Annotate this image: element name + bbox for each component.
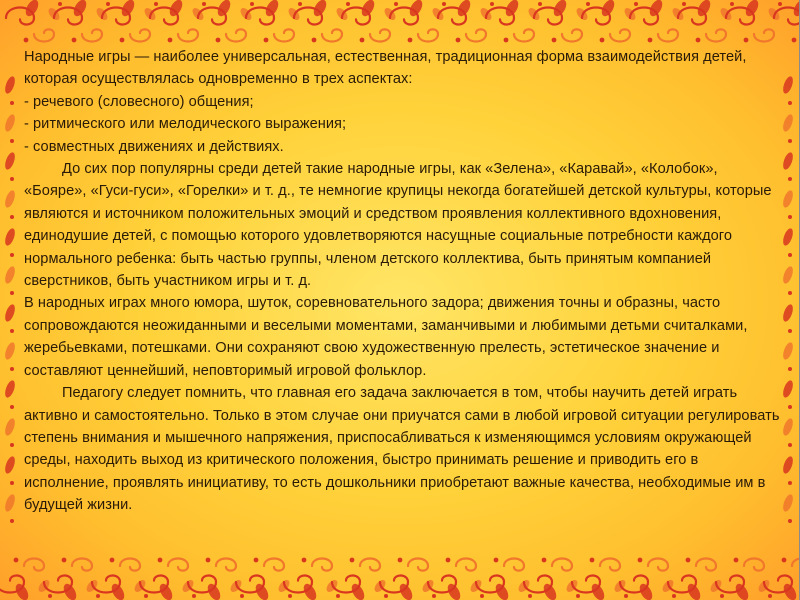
ornament-curl [504,559,524,571]
ornament-petal [455,0,473,18]
ornament-petal [574,6,589,22]
ornament-curl [658,29,678,41]
ornament-curl [610,29,630,41]
ornament-dot [442,2,446,6]
ornament-petal [551,0,569,18]
ornament-dot [10,101,14,105]
ornament-curl [514,29,534,41]
ornament-curl [226,29,246,41]
ornament-curl [476,576,504,593]
ornament-curl [380,576,408,593]
ornament-dot [624,594,628,598]
ornament-petal [407,0,425,18]
ornament-petal [622,6,637,22]
ornament-dot [10,291,14,295]
ornament-dot [788,367,792,371]
ornament-petal [109,582,127,600]
ornament-dot [730,2,734,6]
ornament-dot [154,2,158,6]
ornament-dot [734,558,739,563]
ornament-petal [71,0,89,18]
ornament-dot [10,177,14,181]
ornament-dot [96,594,100,598]
ornament-dot [398,558,403,563]
ornament-petal [493,582,511,600]
ornament-dot [788,291,792,295]
ornament-petal [3,189,17,209]
ornament-curl [486,8,514,25]
ornament-petal [708,578,723,594]
ornament-curl [418,29,438,41]
ornament-petal [276,578,291,594]
ornament-dot [58,2,62,6]
ornament-dot [648,38,653,43]
ornament-dot [144,594,148,598]
ornament-dot [490,2,494,6]
ornament-curl [706,29,726,41]
ornament-dot [14,558,19,563]
ornament-curl [648,559,668,571]
ornament-petal [253,582,271,600]
ornament-curl [178,29,198,41]
ornament-petal [670,6,685,22]
ornament-curl [92,576,120,593]
ornament-dot [106,2,110,6]
ornament-petal [733,582,751,600]
ornament-dot [788,139,792,143]
popular-games-paragraph: До сих пор популярны среди детей такие народные игры, как «Зелена», «Каравай», «Колобок», «Бояре», «Гуси-гуси», «Горелки» и т. д., те немногие крупицы некогда богатейшей детской культуры, которые являются и источником положительных эмоций и средством проявления коллективного вдохновения, единодушие детей, с помощью которого удовлетворяются насущные социальные потребности каждого нормального ребенка: быть частью группы, членом детского коллектива, быть принятым компанией сверстников, быть участником игры и т. д. [24,161,772,290]
ornament-curl [342,8,370,25]
ornament-curl [370,29,390,41]
ornament-petal [3,265,17,285]
ornament-petal [334,6,349,22]
ornament-dot [788,215,792,219]
ornament-dot [788,405,792,409]
ornament-dot [384,594,388,598]
ornament-dot [264,38,269,43]
ornament-petal [263,0,281,18]
ornament-curl [678,8,706,25]
ornament-dot [158,558,163,563]
ornament-dot [720,594,724,598]
ornament-petal [3,151,17,171]
ornament-dot [10,481,14,485]
ornament-dot [788,443,792,447]
ornament-curl [130,29,150,41]
ornament-dot [408,38,413,43]
ornament-curl [236,576,264,593]
ornament-dot [788,481,792,485]
ornament-dot [240,594,244,598]
aspect-list-item-speech: - речевого (словесного) общения; [24,93,254,110]
teacher-task-paragraph: Педагогу следует помнить, что главная его задача заключается в том, чтобы научить детей играть активно и самостоятельно. Только в этом случае они приучатся сами в любой игровой ситуации регулировать степень внимания и мышечного напряжения, приспосабливаться к изменяющимся условиям окружающей среды, находить выход из критического положения, быстро принимать решение и приводить его в исполнение, проявлять инициативу, то есть дошкольники приобретают важные качества, необходимые им в будущей жизни. [24,385,780,514]
ornament-dot [10,215,14,219]
ornament-curl [332,576,360,593]
ornament-petal [516,578,531,594]
ornament-curl [582,8,610,25]
ornament-dot [542,558,547,563]
ornament-dot [10,405,14,409]
aspect-list-item-movement: - совместных движениях и действиях. [24,138,284,155]
ornament-curl [754,29,774,41]
ornament-curl [552,559,572,571]
ornament-curl [188,576,216,593]
ornament-dot [216,38,221,43]
ornament-petal [324,578,339,594]
ornament-dot [456,38,461,43]
ornament-dot [62,558,67,563]
ornament-curl [274,29,294,41]
ornament-dot [312,38,317,43]
ornament-petal [420,578,435,594]
ornament-petal [311,0,329,18]
ornament-petal [3,227,17,247]
ornament-curl [44,576,72,593]
ornament-petal [647,0,665,18]
ornament-curl [294,8,322,25]
ornament-dot [288,594,292,598]
ornament-dot [682,2,686,6]
ornament-petal [3,455,17,475]
ornament-dot [10,443,14,447]
ornament-petal [286,6,301,22]
ornament-petal [743,0,761,18]
ornament-petal [599,0,617,18]
ornament-dot [480,594,484,598]
ornament-curl [246,8,274,25]
ornament-curl [34,29,54,41]
ornament-dot [336,594,340,598]
ornament-dot [72,38,77,43]
ornament-petal [468,578,483,594]
ornament-dot [10,367,14,371]
ornament-curl [6,8,34,25]
ornament-petal [526,6,541,22]
ornament-dot [778,2,782,6]
ornament-petal [3,113,17,133]
ornament-petal [3,379,17,399]
ornament-petal [372,578,387,594]
ornament-petal [637,582,655,600]
ornament-dot [446,558,451,563]
ornament-petal [503,0,521,18]
ornament-dot [298,2,302,6]
ornament-dot [788,101,792,105]
ornament-petal [695,0,713,18]
ornament-curl [696,559,716,571]
ornament-petal [766,6,781,22]
ornament-dot [792,38,797,43]
ornament-dot [696,38,701,43]
ornament-petal [3,417,17,437]
ornament-dot [586,2,590,6]
ornament-curl [572,576,600,593]
ornament-petal [3,493,17,513]
ornament-curl [360,559,380,571]
aspect-list-item-rhythm: - ритмического или мелодического выражения; [24,116,347,133]
ornament-petal [397,582,415,600]
ornament-dot [10,139,14,143]
ornament-dot [192,594,196,598]
ornament-petal [13,582,31,600]
ornament-petal [215,0,233,18]
ornament-petal [46,6,61,22]
ornament-dot [782,558,787,563]
ornament-dot [360,38,365,43]
ornament-dot [590,558,595,563]
ornament-petal [157,582,175,600]
ornament-petal [718,6,733,22]
ornament-petal [167,0,185,18]
ornament-dot [350,558,355,563]
ornament-curl [774,8,800,25]
ornament-dot [552,38,557,43]
ornament-dot [346,2,350,6]
ornament-petal [23,0,41,18]
ornament-curl [534,8,562,25]
ornament-curl [466,29,486,41]
ornament-curl [630,8,658,25]
ornament-dot [494,558,499,563]
ornament-petal [349,582,367,600]
ornament-dot [788,519,792,523]
ornament-petal [445,582,463,600]
ornament-petal [3,75,17,95]
ornament-petal [61,582,79,600]
ornament-petal [612,578,627,594]
ornament-petal [430,6,445,22]
ornament-dot [788,329,792,333]
ornament-petal [781,582,799,600]
ornament-petal [190,6,205,22]
ornament-dot [250,2,254,6]
ornament-curl [168,559,188,571]
ornament-curl [54,8,82,25]
ornament-curl [0,576,24,593]
ornament-petal [660,578,675,594]
ornament-petal [382,6,397,22]
ornament-curl [438,8,466,25]
ornament-petal [84,578,99,594]
ornament-dot [638,558,643,563]
ornament-curl [72,559,92,571]
bottom-folk-ornament [0,530,800,600]
ornament-curl [524,576,552,593]
ornament-dot [788,253,792,257]
ornament-petal [589,582,607,600]
ornament-petal [238,6,253,22]
ornament-curl [24,559,44,571]
ornament-curl [744,559,764,571]
ornament-curl [140,576,168,593]
ornament-curl [668,576,696,593]
ornament-dot [206,558,211,563]
ornament-dot [744,38,749,43]
ornament-curl [408,559,428,571]
ornament-petal [94,6,109,22]
ornament-petal [3,303,17,323]
ornament-dot [10,519,14,523]
ornament-curl [312,559,332,571]
ornament-dot [432,594,436,598]
ornament-petal [685,582,703,600]
ornament-dot [168,38,173,43]
ornament-dot [528,594,532,598]
ornament-curl [102,8,130,25]
ornament-dot [672,594,676,598]
intro-paragraph: Народные игры — наиболее универсальная, естественная, традиционная форма взаимодействия детей, которая осуществлялась одновременно в трех аспектах: [24,49,747,88]
ornament-petal [228,578,243,594]
ornament-dot [394,2,398,6]
ornament-dot [110,558,115,563]
ornament-curl [428,576,456,593]
ornament-curl [726,8,754,25]
ornament-petal [478,6,493,22]
ornament-dot [686,558,691,563]
ornament-curl [216,559,236,571]
humor-paragraph: В народных играх много юмора, шуток, соревновательного задора; движения точны и образны, часто сопровождаются неожиданными и веселыми моментами, заманчивыми и любимыми детьми считалками, жеребьевками, потешками. Они сохраняют свою художественную прелесть, эстетическое значение и составляют ценнейший, неповторимый игровой фольклор. [24,295,748,379]
ornament-curl [150,8,178,25]
ornament-dot [254,558,259,563]
ornament-petal [359,0,377,18]
ornament-dot [10,253,14,257]
ornament-dot [24,38,29,43]
ornament-curl [716,576,744,593]
ornament-dot [202,2,206,6]
ornament-curl [600,559,620,571]
ornament-petal [180,578,195,594]
ornament-dot [10,329,14,333]
left-folk-ornament [0,70,22,530]
slide-text [24,46,784,517]
ornament-petal [205,582,223,600]
ornament-curl [284,576,312,593]
ornament-dot [788,177,792,181]
ornament-petal [564,578,579,594]
ornament-petal [142,6,157,22]
ornament-curl [562,29,582,41]
ornament-curl [82,29,102,41]
ornament-petal [3,341,17,361]
ornament-curl [322,29,342,41]
ornament-curl [120,559,140,571]
ornament-petal [36,578,51,594]
ornament-dot [538,2,542,6]
ornament-petal [541,582,559,600]
ornament-dot [120,38,125,43]
ornament-curl [198,8,226,25]
ornament-curl [620,576,648,593]
ornament-dot [768,594,772,598]
ornament-curl [264,559,284,571]
ornament-curl [764,576,792,593]
ornament-dot [576,594,580,598]
ornament-petal [301,582,319,600]
ornament-curl [390,8,418,25]
ornament-dot [504,38,509,43]
ornament-petal [119,0,137,18]
ornament-dot [600,38,605,43]
ornament-petal [132,578,147,594]
ornament-dot [48,594,52,598]
ornament-dot [634,2,638,6]
ornament-petal [756,578,771,594]
ornament-curl [456,559,476,571]
ornament-dot [302,558,307,563]
